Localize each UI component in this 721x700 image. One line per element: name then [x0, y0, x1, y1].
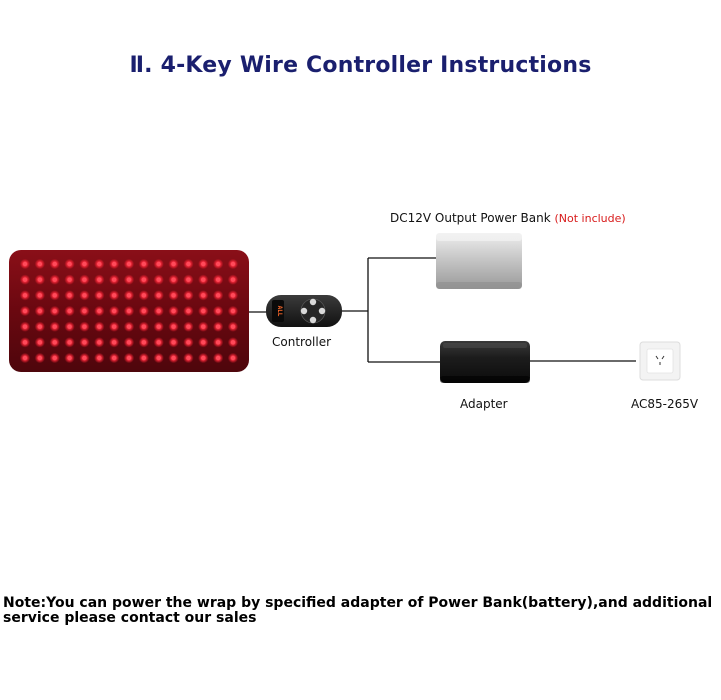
led [127, 262, 131, 266]
led [112, 293, 116, 297]
led [38, 277, 42, 281]
led [171, 293, 175, 297]
led [186, 262, 190, 266]
controller-label: Controller [272, 335, 332, 349]
led [216, 340, 220, 344]
led [97, 293, 101, 297]
led [157, 309, 161, 313]
led [216, 356, 220, 360]
led [38, 324, 42, 328]
led [127, 324, 131, 328]
led [171, 262, 175, 266]
led [82, 293, 86, 297]
led [186, 340, 190, 344]
led [67, 340, 71, 344]
note-text: Note:You can power the wrap by specified adapter of Power Bank(battery),and additional service please contact our sales [3, 595, 713, 626]
led [53, 262, 57, 266]
adapter-label: Adapter [460, 397, 508, 411]
led [53, 293, 57, 297]
led [112, 324, 116, 328]
led [53, 277, 57, 281]
led [157, 262, 161, 266]
led [157, 340, 161, 344]
led [157, 277, 161, 281]
led [157, 324, 161, 328]
controller-display: ALL [276, 305, 283, 317]
led [53, 340, 57, 344]
page-title: Ⅱ. 4-Key Wire Controller Instructions [129, 53, 592, 78]
led [127, 309, 131, 313]
wire-controller-icon [266, 295, 342, 327]
led [142, 356, 146, 360]
led [97, 277, 101, 281]
led [201, 293, 205, 297]
led [127, 277, 131, 281]
power-bank-label [390, 211, 626, 225]
led [216, 324, 220, 328]
led [186, 309, 190, 313]
led [201, 262, 205, 266]
led [53, 356, 57, 360]
led [201, 277, 205, 281]
led [171, 356, 175, 360]
led [231, 340, 235, 344]
led [38, 340, 42, 344]
led [216, 262, 220, 266]
led [171, 277, 175, 281]
led [142, 293, 146, 297]
led [82, 324, 86, 328]
led [171, 340, 175, 344]
led [23, 309, 27, 313]
power-bank-name: DC12V Output Power Bank [390, 211, 551, 225]
led [186, 277, 190, 281]
led [201, 340, 205, 344]
power-bank-not-included: (Not include) [554, 212, 626, 225]
led [142, 340, 146, 344]
led [186, 324, 190, 328]
ac-outlet-label: AC85-265V [631, 397, 699, 411]
led [82, 340, 86, 344]
led [97, 356, 101, 360]
led [201, 309, 205, 313]
led [23, 324, 27, 328]
led [201, 356, 205, 360]
led [142, 309, 146, 313]
led [186, 356, 190, 360]
led [142, 324, 146, 328]
led [142, 277, 146, 281]
led [112, 356, 116, 360]
led [67, 356, 71, 360]
led [23, 340, 27, 344]
led [67, 293, 71, 297]
led [82, 309, 86, 313]
led [38, 309, 42, 313]
led [82, 277, 86, 281]
led [97, 262, 101, 266]
led [97, 324, 101, 328]
led [53, 309, 57, 313]
power-bank-icon [436, 233, 522, 289]
led [231, 293, 235, 297]
led [23, 262, 27, 266]
led [127, 293, 131, 297]
led [171, 309, 175, 313]
red-light-therapy-pad-icon [9, 250, 249, 372]
led [53, 324, 57, 328]
led [23, 277, 27, 281]
led [23, 293, 27, 297]
led [231, 262, 235, 266]
led [127, 356, 131, 360]
led [82, 262, 86, 266]
led [157, 356, 161, 360]
led [171, 324, 175, 328]
led [38, 293, 42, 297]
led [67, 309, 71, 313]
led [38, 262, 42, 266]
wall-outlet-icon [640, 342, 680, 380]
led [231, 356, 235, 360]
led [216, 277, 220, 281]
led [67, 277, 71, 281]
led [97, 309, 101, 313]
led [38, 356, 42, 360]
led [216, 293, 220, 297]
led [97, 340, 101, 344]
led [67, 262, 71, 266]
led [112, 277, 116, 281]
power-adapter-icon [440, 341, 530, 383]
led [67, 324, 71, 328]
led [23, 356, 27, 360]
led [127, 340, 131, 344]
led [112, 309, 116, 313]
led [157, 293, 161, 297]
led [201, 324, 205, 328]
led [112, 340, 116, 344]
led [231, 309, 235, 313]
led [142, 262, 146, 266]
led [216, 309, 220, 313]
led [231, 277, 235, 281]
led [186, 293, 190, 297]
led [82, 356, 86, 360]
led [112, 262, 116, 266]
led [231, 324, 235, 328]
